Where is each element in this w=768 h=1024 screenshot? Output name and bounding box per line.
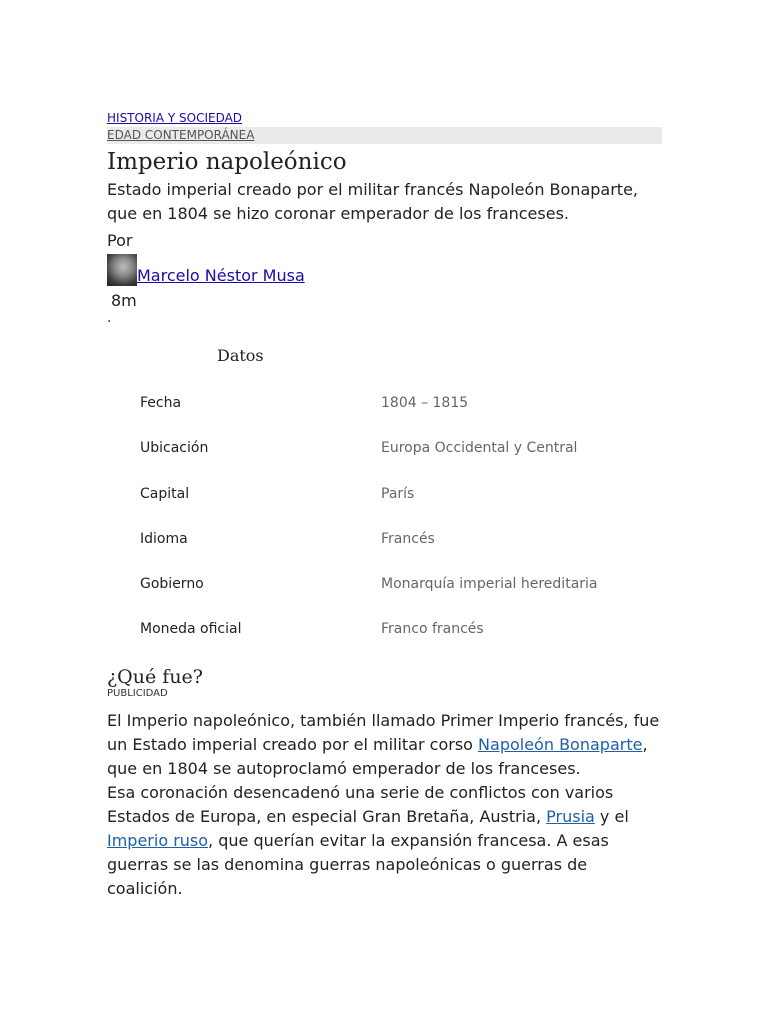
- paragraph-1-text-b: , que en 1804 se autoproclamó emperador de los franceses.: [107, 734, 648, 778]
- paragraph-1: [107, 709, 662, 781]
- paragraph-2: [107, 781, 662, 901]
- article-body: [107, 709, 662, 901]
- datos-label: Ubicación: [140, 440, 209, 457]
- imperio-ruso-link[interactable]: Imperio ruso: [107, 830, 209, 850]
- datos-row: [140, 575, 660, 620]
- datos-title: Datos: [217, 346, 264, 365]
- section-title: ¿Qué fue?: [107, 665, 203, 688]
- datos-value: Francés: [381, 530, 435, 547]
- datos-label: Moneda oficial: [140, 621, 242, 638]
- article-lead: Estado imperial creado por el militar francés Napoleón Bonaparte, que en 1804 se hizo coronar emperador de los franceses.: [107, 180, 638, 223]
- prusia-link[interactable]: Prusia: [546, 806, 595, 826]
- paragraph-1-text-a: El Imperio napoleónico, también llamado Primer Imperio francés, fue un Estado imperial creado por el militar corso: [107, 710, 660, 754]
- datos-value: París: [381, 485, 415, 502]
- datos-row: [140, 485, 660, 530]
- datos-label: Fecha: [140, 395, 182, 411]
- datos-label: Idioma: [140, 530, 188, 547]
- datos-value: Franco francés: [381, 621, 484, 638]
- byline-label: Por: [107, 231, 133, 250]
- author-row: [107, 252, 662, 286]
- author-link[interactable]: Marcelo Néstor Musa: [137, 266, 305, 285]
- breadcrumb-subcategory-link[interactable]: EDAD CONTEMPORÁNEA: [107, 127, 662, 144]
- datos-label: Gobierno: [140, 576, 204, 593]
- datos-value: Monarquía imperial hereditaria: [381, 576, 598, 593]
- datos-row: [140, 439, 660, 484]
- paragraph-2-text-c: , que querían evitar la expansión francesa. A esas guerras se las denomina guerras napoleónicas o guerras de coalición.: [107, 830, 609, 898]
- datos-value: Europa Occidental y Central: [381, 440, 578, 457]
- datos-row: [140, 530, 660, 575]
- separator-dot: .: [107, 310, 112, 326]
- read-time: 8m: [111, 291, 137, 310]
- paragraph-2-text-a: Esa coronación desencadenó una serie de conflictos con varios Estados de Europa, en especial Gran Bretaña, Austria,: [107, 782, 614, 826]
- breadcrumb-category-link[interactable]: HISTORIA Y SOCIEDAD: [107, 111, 243, 125]
- datos-label: Capital: [140, 485, 190, 502]
- ad-label: PUBLICIDAD: [107, 687, 168, 699]
- datos-row: [140, 620, 660, 665]
- datos-row: [140, 394, 660, 439]
- author-avatar[interactable]: [107, 254, 137, 286]
- napoleon-bonaparte-link[interactable]: Napoleón Bonaparte: [478, 734, 643, 754]
- article-page: [107, 110, 662, 901]
- datos-table: [140, 394, 660, 666]
- page-title: Imperio napoleónico: [107, 149, 347, 175]
- paragraph-2-text-b: y el: [594, 806, 629, 826]
- datos-value: 1804 – 1815: [381, 395, 469, 411]
